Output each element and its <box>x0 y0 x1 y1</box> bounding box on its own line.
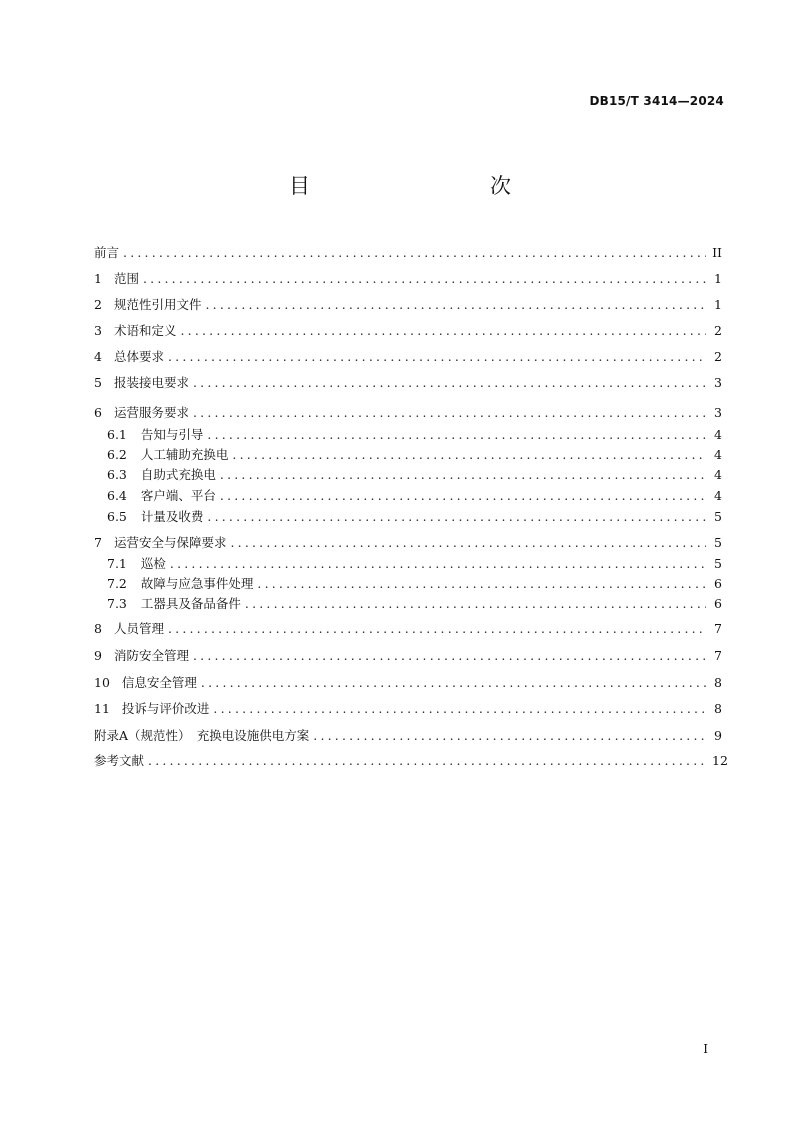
toc-entry[interactable] <box>94 618 722 638</box>
toc-entry-page: 3 <box>714 374 722 390</box>
toc-entry-label <box>94 425 203 443</box>
page-title: 目 次 <box>289 174 557 198</box>
toc-entry-page: 4 <box>714 487 722 503</box>
toc-entry-text: 范围 <box>113 271 139 286</box>
toc-entry-text: 总体要求 <box>113 349 164 364</box>
toc-entry-page: 1 <box>714 296 722 312</box>
toc-leader-dots <box>193 405 706 420</box>
toc-entry-number: 6 <box>94 405 102 420</box>
toc-entry[interactable] <box>94 464 722 484</box>
toc-entry-page: 8 <box>714 700 722 716</box>
toc-entry-label <box>94 347 164 365</box>
toc-entry-number: 5 <box>94 375 102 390</box>
toc-entry-page: 7 <box>714 647 722 663</box>
toc-entry-number: 2 <box>94 297 102 312</box>
toc-leader-dots <box>230 535 706 550</box>
toc-entry-text: 工器具及备品备件 <box>140 596 241 611</box>
toc-entry-page: 5 <box>714 555 722 571</box>
toc-entry[interactable] <box>94 444 722 464</box>
toc-entry-number: 1 <box>94 271 102 286</box>
toc-entry-text: 自助式充换电 <box>140 467 216 482</box>
toc-entry[interactable] <box>94 372 722 392</box>
toc-entry-text: 信息安全管理 <box>121 675 197 690</box>
toc-entry[interactable] <box>94 485 722 505</box>
toc-entry-page: 3 <box>714 404 722 420</box>
toc-leader-dots <box>207 427 706 442</box>
toc-entry-page: 4 <box>714 446 722 462</box>
toc-leader-dots <box>168 349 706 364</box>
toc-entry-page: 12 <box>712 752 728 768</box>
toc-entry-label <box>94 403 189 421</box>
toc-entry-label <box>94 699 209 717</box>
toc-entry-number: 6.3 <box>107 467 127 482</box>
toc-entry-label <box>94 465 216 483</box>
toc-entry-page: 6 <box>714 575 722 591</box>
document-number: DB15/T 3414—2024 <box>589 94 724 108</box>
toc-leader-dots <box>201 675 706 690</box>
toc-entry[interactable] <box>94 672 722 692</box>
toc-entry-number: 10 <box>94 675 110 690</box>
toc-entry-text: 术语和定义 <box>113 323 177 338</box>
toc-entry-page: 1 <box>714 270 722 286</box>
toc-leader-dots <box>123 245 706 260</box>
toc-leader-dots <box>257 576 706 591</box>
toc-entry-label <box>94 619 164 637</box>
toc-entry-text: 规范性引用文件 <box>113 297 202 312</box>
toc-leader-dots <box>143 271 706 286</box>
toc-entry-page: 5 <box>714 508 722 524</box>
toc-entry[interactable] <box>94 402 722 422</box>
toc-entry-label <box>94 507 203 525</box>
toc-entry[interactable] <box>94 645 722 665</box>
toc-leader-dots <box>148 753 706 768</box>
toc-entry-number: 6.1 <box>107 427 127 442</box>
toc-entry[interactable] <box>94 346 722 366</box>
toc-entry-number: 9 <box>94 648 102 663</box>
toc-entry[interactable] <box>94 698 722 718</box>
toc-entry-text: 运营服务要求 <box>113 405 189 420</box>
toc-entry-label <box>94 321 176 339</box>
toc-entry-label <box>94 594 241 612</box>
toc-entry-page: 4 <box>714 466 722 482</box>
toc-leader-dots <box>220 488 706 503</box>
toc-entry-label <box>94 269 139 287</box>
toc-leader-dots <box>205 297 706 312</box>
toc-leader-dots <box>245 596 706 611</box>
toc-leader-dots <box>213 701 706 716</box>
toc-entry-text: 运营安全与保障要求 <box>113 535 227 550</box>
toc-leader-dots <box>193 375 706 390</box>
toc-entry-label <box>94 533 226 551</box>
toc-entry-page: 9 <box>714 727 722 743</box>
toc-entry-page: 4 <box>714 426 722 442</box>
toc-entry-text: 参考文献 <box>94 753 145 768</box>
toc-entry-label <box>94 295 201 313</box>
toc-entry-text: 计量及收费 <box>140 509 204 524</box>
toc-entry-label <box>94 373 189 391</box>
toc-entry-number: 8 <box>94 621 102 636</box>
page-number: I <box>703 1042 708 1056</box>
toc-entry-page: 5 <box>714 534 722 550</box>
toc-entry-text: 巡检 <box>140 556 166 571</box>
toc-entry-text: 人员管理 <box>113 621 164 636</box>
toc-entry[interactable] <box>94 573 722 593</box>
toc-entry-number: 6.5 <box>107 509 127 524</box>
toc-entry-page: 8 <box>714 674 722 690</box>
toc-entry[interactable] <box>94 532 722 552</box>
toc-entry-label <box>94 751 144 769</box>
toc-entry-number: 11 <box>94 701 110 716</box>
toc-entry-page: 7 <box>714 620 722 636</box>
toc-entry-page: 2 <box>714 322 722 338</box>
toc-entry-number: 7 <box>94 535 102 550</box>
toc-entry-label <box>94 574 253 592</box>
toc-entry-label <box>94 646 189 664</box>
toc-entry-text: 人工辅助充换电 <box>140 447 229 462</box>
toc-leader-dots <box>220 467 706 482</box>
toc-entry[interactable] <box>94 242 722 262</box>
toc-entry-label <box>94 673 197 691</box>
toc-entry-page: II <box>712 244 722 260</box>
toc-entry-label <box>94 445 228 463</box>
toc-entry-text: 报装接电要求 <box>113 375 189 390</box>
toc-entry[interactable] <box>94 593 722 613</box>
toc-entry[interactable] <box>94 725 722 745</box>
toc-entry-text: 前言 <box>94 245 120 260</box>
toc-entry-text: 客户端、平台 <box>140 488 216 503</box>
toc-entry-number: 7.2 <box>107 576 127 591</box>
toc-entry[interactable] <box>94 268 722 288</box>
toc-entry-label <box>94 554 166 572</box>
toc-entry-text: 消防安全管理 <box>113 648 189 663</box>
toc-entry[interactable] <box>94 294 722 314</box>
toc-leader-dots <box>313 728 706 743</box>
toc-entry[interactable] <box>94 424 722 444</box>
toc-leader-dots <box>193 648 706 663</box>
toc-leader-dots <box>180 323 706 338</box>
toc-entry-text: 附录A（规范性） 充换电设施供电方案 <box>94 728 310 743</box>
toc-entry-number: 6.4 <box>107 488 127 503</box>
toc-entry[interactable] <box>94 506 722 526</box>
toc-entry-page: 6 <box>714 595 722 611</box>
toc-entry-text: 告知与引导 <box>140 427 204 442</box>
toc-entry[interactable] <box>94 320 722 340</box>
toc-entry-text: 投诉与评价改进 <box>121 701 210 716</box>
toc-entry[interactable] <box>94 750 728 770</box>
toc-entry-number: 7.3 <box>107 596 127 611</box>
toc-entry[interactable] <box>94 553 722 573</box>
toc-entry-number: 7.1 <box>107 556 127 571</box>
toc-entry-text: 故障与应急事件处理 <box>140 576 254 591</box>
toc-entry-label <box>94 243 119 261</box>
toc-entry-number: 4 <box>94 349 102 364</box>
toc-leader-dots <box>207 509 706 524</box>
toc-entry-number: 3 <box>94 323 102 338</box>
toc-leader-dots <box>168 621 706 636</box>
toc-entry-label <box>94 486 216 504</box>
toc-entry-number: 6.2 <box>107 447 127 462</box>
toc-leader-dots <box>170 556 706 571</box>
toc-leader-dots <box>232 447 706 462</box>
toc-entry-label <box>94 726 309 744</box>
toc-entry-page: 2 <box>714 348 722 364</box>
